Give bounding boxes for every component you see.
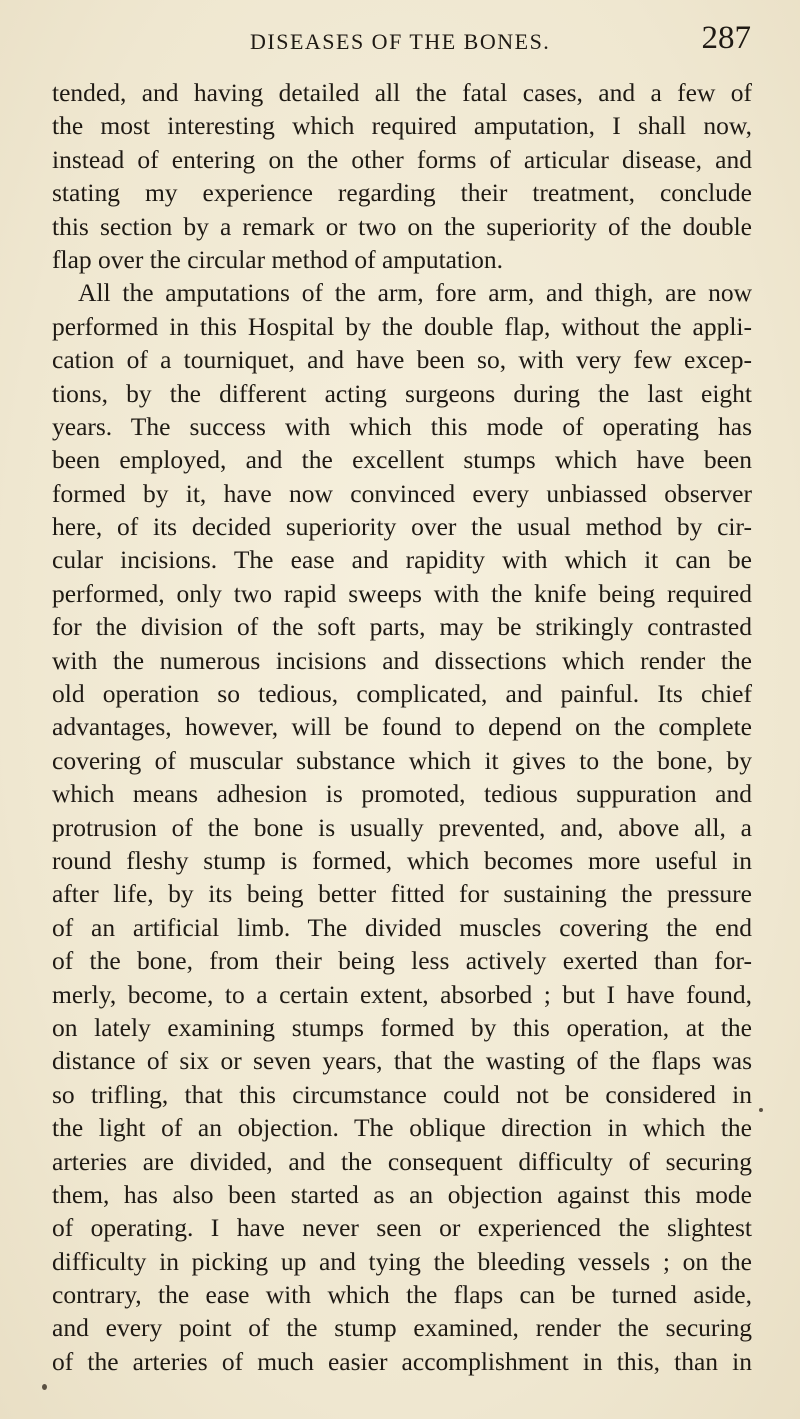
text-line: cation of a tourniquet, and have been so, with very few excep- — [52, 345, 752, 375]
text-line: advantages, however, will be found to depend on the complete — [52, 712, 752, 742]
text-line: which means adhesion is promoted, tedious suppuration and — [52, 779, 752, 809]
text-line: performed, only two rapid sweeps with the knife being required — [52, 578, 752, 608]
text-line: been employed, and the excellent stumps which have been — [52, 445, 752, 475]
text-line: formed by it, have now convinced every unbiassed observer — [52, 478, 752, 508]
text-line: here, of its decided superiority over the usual method by cir- — [52, 512, 752, 542]
running-head — [0, 20, 800, 60]
text-line: merly, become, to a certain extent, absorbed ; but I have found, — [52, 979, 752, 1009]
text-line: performed in this Hospital by the double flap, without the appli- — [52, 311, 752, 341]
text-line: of an artificial limb. The divided muscles covering the end — [52, 912, 752, 942]
text-line: covering of muscular substance which it gives to the bone, by — [52, 745, 752, 775]
text-line: tions, by the different acting surgeons during the last eight — [52, 378, 752, 408]
text-line: All the amputations of the arm, fore arm, and thigh, are now — [78, 278, 752, 308]
text-line: cular incisions. The ease and rapidity with which it can be — [52, 545, 752, 575]
text-line: round fleshy stump is formed, which becomes more useful in — [52, 845, 752, 875]
text-line: so trifling, that this circumstance could not be considered in — [52, 1079, 752, 1109]
text-line: them, has also been started as an objection against this mode — [52, 1179, 752, 1209]
text-line: of the bone, from their being less actively exerted than for- — [52, 946, 752, 976]
text-line: difficulty in picking up and tying the bleeding vessels ; on the — [52, 1246, 752, 1276]
text-line: stating my experience regarding their treatment, conclude — [52, 178, 752, 208]
text-line: after life, by its being better fitted for sustaining the pressure — [52, 879, 752, 909]
text-line: instead of entering on the other forms of articular disease, and — [52, 144, 752, 174]
text-line: on lately examining stumps formed by this operation, at the — [52, 1012, 752, 1042]
text-line: distance of six or seven years, that the wasting of the flaps was — [52, 1046, 752, 1076]
text-line: old operation so tedious, complicated, and painful. Its chief — [52, 679, 752, 709]
text-line: with the numerous incisions and dissections which render the — [52, 645, 752, 675]
text-line: and every point of the stump examined, render the securing — [52, 1313, 752, 1343]
page-number: 287 — [701, 20, 751, 56]
text-line: this section by a remark or two on the superiority of the double — [52, 211, 752, 241]
text-line: tended, and having detailed all the fatal cases, and a few of — [52, 78, 752, 107]
text-line: flap over the circular method of amputation. — [52, 244, 504, 274]
text-line: of operating. I have never seen or experienced the slightest — [52, 1213, 752, 1243]
running-title: DISEASES OF THE BONES. — [250, 29, 551, 54]
ink-speck — [759, 1108, 763, 1112]
text-line: arteries are divided, and the consequent difficulty of securing — [52, 1146, 752, 1176]
text-line: for the division of the soft parts, may be strikingly contrasted — [52, 612, 752, 642]
body-text — [52, 76, 752, 1378]
text-line: years. The success with which this mode of operating has — [52, 411, 752, 441]
text-line: the most interesting which required amputation, I shall now, — [52, 111, 752, 141]
text-line: of the arteries of much easier accomplishment in this, than in — [52, 1346, 752, 1376]
text-line: the light of an objection. The oblique direction in which the — [52, 1113, 752, 1143]
text-line: protrusion of the bone is usually prevented, and, above all, a — [52, 812, 752, 842]
ink-speck — [42, 1384, 47, 1390]
text-line: contrary, the ease with which the flaps can be turned aside, — [52, 1280, 752, 1310]
